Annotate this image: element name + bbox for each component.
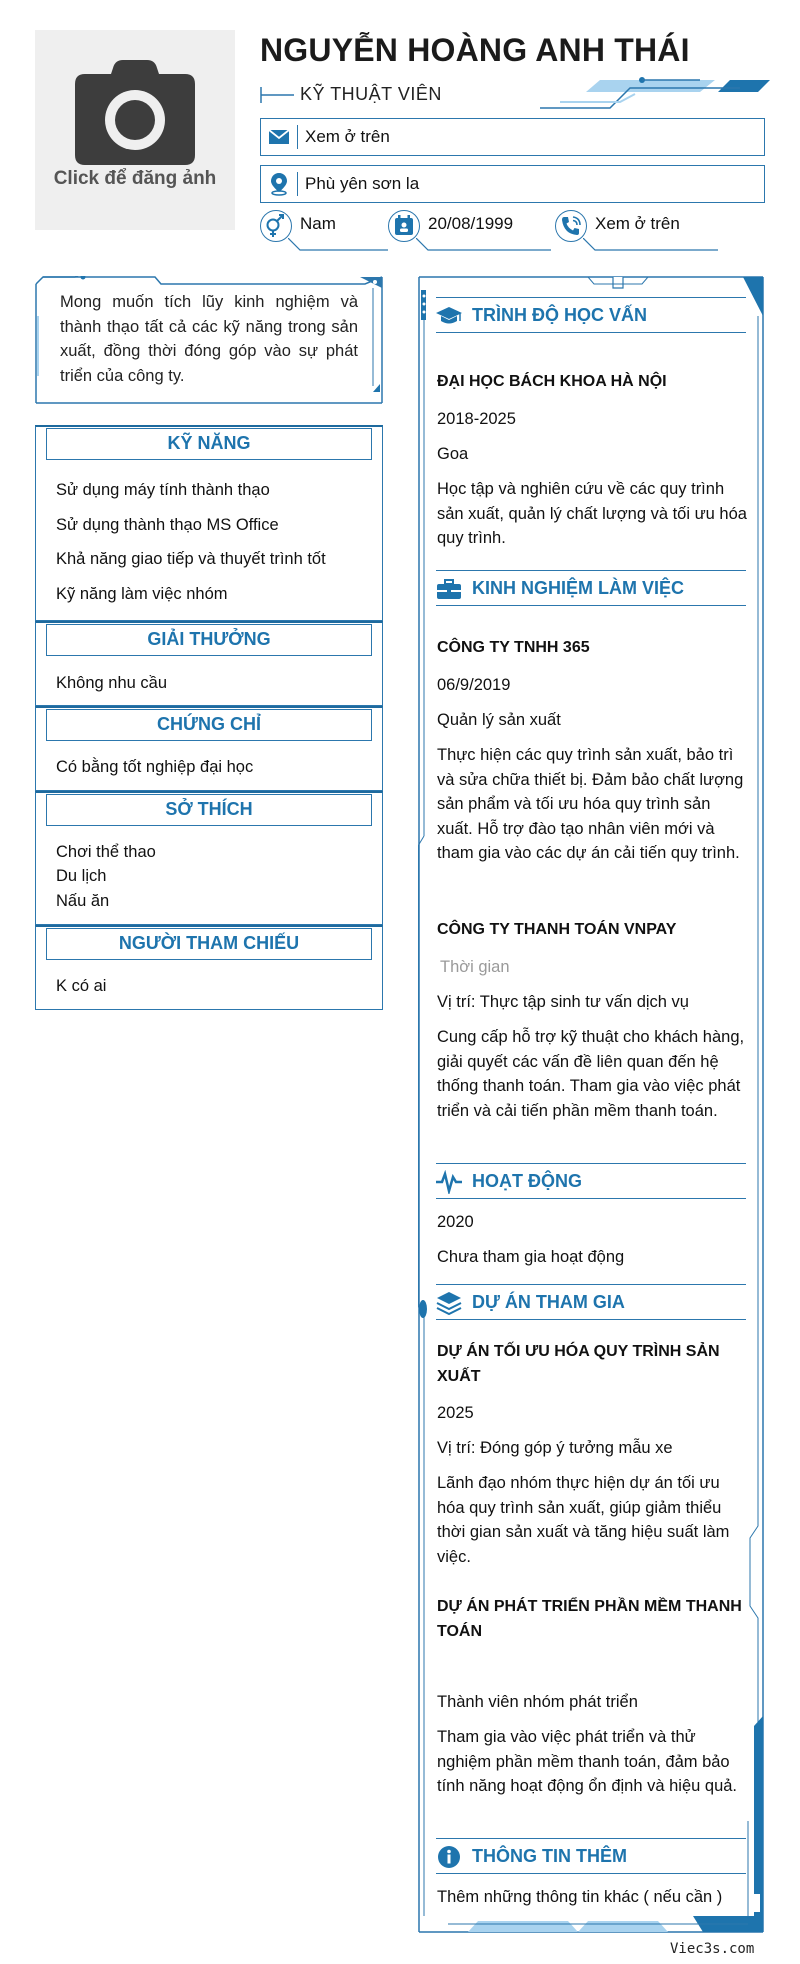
address-field[interactable] [260, 165, 765, 203]
job-time-placeholder[interactable]: Thời gian [440, 958, 510, 976]
project-description[interactable]: Lãnh đạo nhóm thực hiện dự án tối ưu hóa quy trình sản xuất, giúp giảm thiểu thời gian sản xuất và tăng hiệu suất làm việc. [437, 1474, 730, 1566]
experience-header[interactable] [436, 570, 746, 606]
company-name[interactable]: CÔNG TY TNHH 365 [437, 639, 590, 656]
activity-year[interactable]: 2020 [437, 1213, 474, 1231]
watermark: Viec3s.com [670, 1941, 755, 1957]
briefcase-icon [436, 577, 462, 601]
project-role[interactable]: Vị trí: Đóng góp ý tưởng mẫu xe [437, 1439, 673, 1457]
references-section[interactable] [35, 925, 383, 1010]
hobbies-section[interactable] [35, 791, 383, 925]
references-text: K có ai [56, 977, 107, 995]
hobbies-heading: SỞ THÍCH [46, 794, 372, 826]
education-period[interactable]: 2018-2025 [437, 410, 516, 428]
birthday-value: 20/08/1999 [428, 214, 514, 233]
education-major[interactable]: Goa [437, 445, 469, 463]
job-title[interactable]: KỸ THUẬT VIÊN [300, 84, 442, 104]
field-separator [297, 172, 298, 196]
hobby-item: Nấu ăn [56, 892, 110, 910]
avatar-upload[interactable] [35, 30, 235, 230]
education-header[interactable] [436, 297, 746, 333]
awards-heading: GIẢI THƯỞNG [46, 624, 372, 656]
address-value: Phù yên sơn la [305, 174, 420, 193]
project-name[interactable]: DỰ ÁN PHÁT TRIỂN PHẦN MỀM THANH TOÁN [437, 1598, 742, 1640]
header-decoration [540, 74, 770, 114]
gender-value: Nam [300, 214, 336, 233]
pulse-icon [436, 1170, 462, 1194]
title-line-icon [260, 84, 300, 106]
skills-section[interactable] [35, 425, 383, 621]
awards-text: Không nhu cầu [56, 674, 168, 692]
email-value: Xem ở trên [305, 127, 390, 146]
certificates-section[interactable] [35, 706, 383, 791]
education-description[interactable]: Học tập và nghiên cứu về các quy trình sản xuất, quản lý chất lượng và tối ưu hóa quy trình. [437, 480, 747, 547]
school-name[interactable]: ĐẠI HỌC BÁCH KHOA HÀ NỘI [437, 373, 667, 390]
graduation-cap-icon [436, 304, 462, 328]
experience-title: KINH NGHIỆM LÀM VIỆC [472, 578, 685, 598]
skill-item: Kỹ năng làm việc nhóm [56, 585, 228, 603]
skills-heading: KỸ NĂNG [46, 428, 372, 460]
project-role[interactable]: Thành viên nhóm phát triển [437, 1693, 638, 1711]
job-position[interactable]: Vị trí: Thực tập sinh tư vấn dịch vụ [437, 993, 689, 1011]
projects-title: DỰ ÁN THAM GIA [472, 1292, 625, 1312]
skill-item: Sử dụng máy tính thành thạo [56, 481, 270, 499]
field-underline [583, 238, 723, 252]
hobby-item: Du lịch [56, 867, 107, 885]
layers-icon [436, 1291, 462, 1315]
project-description[interactable]: Tham gia vào việc phát triển và thử nghiệm phần mềm thanh toán, đảm bảo tính năng hoạt động ổn định và hiệu quả. [437, 1728, 738, 1795]
info-icon [436, 1845, 462, 1869]
field-underline [416, 238, 556, 252]
map-pin-icon [267, 172, 291, 196]
mail-icon [267, 125, 291, 149]
project-name[interactable]: DỰ ÁN TỐI ƯU HÓA QUY TRÌNH SẢN XUẤT [437, 1343, 720, 1385]
activities-header[interactable] [436, 1163, 746, 1199]
project-year[interactable]: 2025 [437, 1404, 474, 1422]
job-time[interactable]: 06/9/2019 [437, 676, 511, 694]
certificates-text: Có bằng tốt nghiệp đại học [56, 758, 254, 776]
references-heading: NGƯỜI THAM CHIẾU [46, 928, 372, 960]
education-title: TRÌNH ĐỘ HỌC VẤN [472, 305, 647, 325]
awards-section[interactable] [35, 621, 383, 706]
skill-item: Sử dụng thành thạo MS Office [56, 516, 279, 534]
job-description[interactable]: Cung cấp hỗ trợ kỹ thuật cho khách hàng, giải quyết các vấn đề liên quan đến hệ thống thanh toán. Tham gia vào việc phát triển và cải tiến phần mềm thanh toán. [437, 1028, 745, 1120]
company-name[interactable]: CÔNG TY THANH TOÁN VNPAY [437, 921, 677, 938]
candidate-name[interactable]: NGUYỄN HOÀNG ANH THÁI [260, 32, 690, 68]
extra-info-title: THÔNG TIN THÊM [472, 1846, 627, 1866]
extra-info-text[interactable]: Thêm những thông tin khác ( nếu cần ) [437, 1888, 723, 1906]
career-objective[interactable] [35, 276, 383, 404]
certificates-heading: CHỨNG CHỈ [46, 709, 372, 741]
field-separator [297, 125, 298, 149]
extra-info-header[interactable] [436, 1838, 746, 1874]
job-description[interactable]: Thực hiện các quy trình sản xuất, bảo trì và sửa chữa thiết bị. Đảm bảo chất lượng sản phẩm và tối ưu hóa quy trình sản xuất. Hỗ trợ đào tạo nhân viên mới và tham gia vào các dự án cải tiến quy trình. [437, 746, 744, 862]
photo-caption: Click để đăng ảnh [53, 168, 217, 189]
project-year[interactable] [437, 1650, 747, 1674]
projects-header[interactable] [436, 1284, 746, 1320]
phone-value: Xem ở trên [595, 214, 680, 233]
hobby-item: Chơi thể thao [56, 843, 156, 861]
objective-text: Mong muốn tích lũy kinh nghiệm và thành thạo tất cả các kỹ năng trong sản xuất, đồng thời đóng góp vào sự phát triển của công ty. [60, 293, 358, 385]
activity-text[interactable]: Chưa tham gia hoạt động [437, 1248, 625, 1266]
email-field[interactable] [260, 118, 765, 156]
job-position[interactable]: Quản lý sản xuất [437, 711, 561, 729]
activities-title: HOẠT ĐỘNG [472, 1171, 582, 1191]
skill-item: Khả năng giao tiếp và thuyết trình tốt [56, 550, 326, 568]
field-underline [288, 238, 388, 252]
camera-icon [75, 60, 195, 165]
